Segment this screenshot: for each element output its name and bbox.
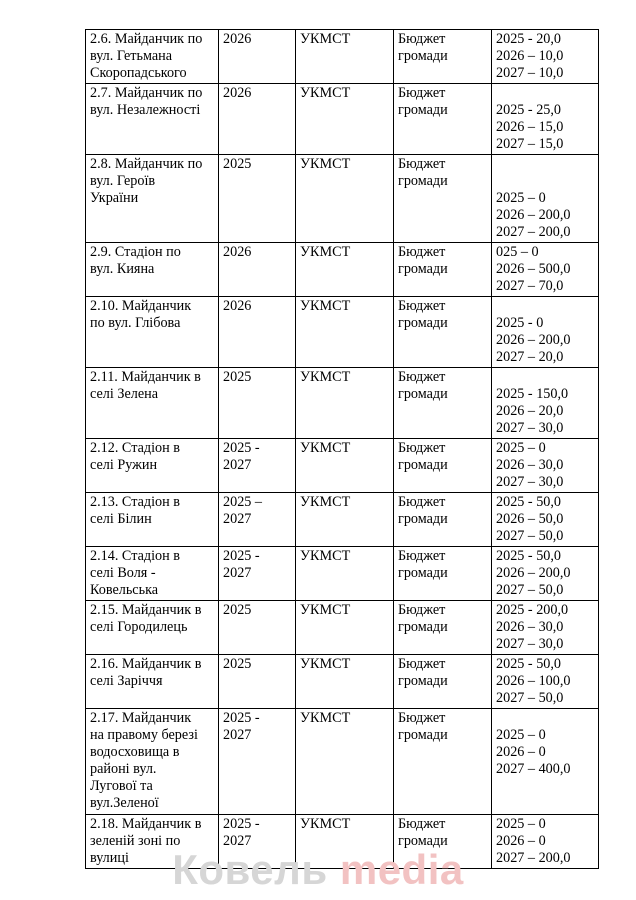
watermark-logo — [0, 846, 636, 894]
cell-funding-source: Бюджет громади — [394, 84, 492, 155]
cell-executor: УКМСТ — [296, 547, 394, 601]
cell-funding-source: Бюджет громади — [394, 709, 492, 815]
table-row — [86, 297, 599, 368]
cell-measure-name: 2.6. Майданчик по вул. Гетьмана Скоропадського — [86, 30, 219, 84]
cell-measure-name: 2.10. Майданчик по вул. Глібова — [86, 297, 219, 368]
cell-executor: УКМСТ — [296, 815, 394, 869]
cell-measure-name: 2.16. Майданчик в селі Заріччя — [86, 655, 219, 709]
cell-year: 2025 — [219, 155, 296, 243]
cell-amounts: 2025 - 200,0 2026 – 30,0 2027 – 30,0 — [492, 601, 599, 655]
cell-funding-source: Бюджет громади — [394, 243, 492, 297]
cell-amounts: 2025 - 50,0 2026 – 100,0 2027 – 50,0 — [492, 655, 599, 709]
cell-measure-name: 2.8. Майданчик по вул. Героїв України — [86, 155, 219, 243]
table-row — [86, 84, 599, 155]
cell-amounts: 2025 – 0 2026 – 0 2027 – 400,0 — [492, 709, 599, 815]
table-row — [86, 368, 599, 439]
cell-executor: УКМСТ — [296, 493, 394, 547]
cell-amounts: 2025 - 25,0 2026 – 15,0 2027 – 15,0 — [492, 84, 599, 155]
cell-year: 2025 — [219, 601, 296, 655]
watermark-word-media: media — [339, 846, 464, 893]
cell-amounts: 2025 – 0 2026 – 0 2027 – 200,0 — [492, 815, 599, 869]
cell-measure-name: 2.17. Майданчик на правому березі водосховища в районі вул. Лугової та вул.Зеленої — [86, 709, 219, 815]
cell-year: 2026 — [219, 243, 296, 297]
cell-funding-source: Бюджет громади — [394, 493, 492, 547]
cell-year: 2025 - 2027 — [219, 439, 296, 493]
cell-year: 2026 — [219, 297, 296, 368]
cell-funding-source: Бюджет громади — [394, 547, 492, 601]
cell-amounts: 2025 - 150,0 2026 – 20,0 2027 – 30,0 — [492, 368, 599, 439]
cell-measure-name: 2.13. Стадіон в селі Білин — [86, 493, 219, 547]
cell-executor: УКМСТ — [296, 84, 394, 155]
cell-amounts: 2025 - 50,0 2026 – 50,0 2027 – 50,0 — [492, 493, 599, 547]
table-row — [86, 30, 599, 84]
cell-year: 2025 — [219, 368, 296, 439]
cell-measure-name: 2.15. Майданчик в селі Городилець — [86, 601, 219, 655]
table-row — [86, 439, 599, 493]
cell-executor: УКМСТ — [296, 655, 394, 709]
table-body — [86, 30, 599, 869]
cell-year: 2025 - 2027 — [219, 709, 296, 815]
cell-measure-name: 2.11. Майданчик в селі Зелена — [86, 368, 219, 439]
program-table — [85, 29, 599, 869]
table-row — [86, 155, 599, 243]
cell-funding-source: Бюджет громади — [394, 439, 492, 493]
cell-executor: УКМСТ — [296, 30, 394, 84]
cell-funding-source: Бюджет громади — [394, 601, 492, 655]
table-row — [86, 547, 599, 601]
cell-amounts: 2025 – 0 2026 – 30,0 2027 – 30,0 — [492, 439, 599, 493]
cell-executor: УКМСТ — [296, 243, 394, 297]
cell-funding-source: Бюджет громади — [394, 655, 492, 709]
cell-year: 2025 - 2027 — [219, 547, 296, 601]
table-row — [86, 709, 599, 815]
cell-executor: УКМСТ — [296, 601, 394, 655]
cell-amounts: 2025 - 50,0 2026 – 200,0 2027 – 50,0 — [492, 547, 599, 601]
table-row — [86, 243, 599, 297]
cell-amounts: 025 – 0 2026 – 500,0 2027 – 70,0 — [492, 243, 599, 297]
cell-executor: УКМСТ — [296, 368, 394, 439]
cell-measure-name: 2.18. Майданчик в зеленій зоні по вулиці — [86, 815, 219, 869]
cell-year: 2025 – 2027 — [219, 493, 296, 547]
cell-funding-source: Бюджет громади — [394, 368, 492, 439]
cell-year: 2025 — [219, 655, 296, 709]
cell-year: 2025 - 2027 — [219, 815, 296, 869]
cell-funding-source: Бюджет громади — [394, 30, 492, 84]
watermark-word-kovel: Ковель — [172, 846, 328, 893]
table-row — [86, 655, 599, 709]
cell-executor: УКМСТ — [296, 155, 394, 243]
cell-executor: УКМСТ — [296, 439, 394, 493]
cell-amounts: 2025 - 0 2026 – 200,0 2027 – 20,0 — [492, 297, 599, 368]
table-row — [86, 601, 599, 655]
cell-executor: УКМСТ — [296, 709, 394, 815]
cell-measure-name: 2.14. Стадіон в селі Воля - Ковельська — [86, 547, 219, 601]
cell-measure-name: 2.12. Стадіон в селі Ружин — [86, 439, 219, 493]
cell-funding-source: Бюджет громади — [394, 155, 492, 243]
cell-funding-source: Бюджет громади — [394, 815, 492, 869]
cell-funding-source: Бюджет громади — [394, 297, 492, 368]
cell-amounts: 2025 – 0 2026 – 200,0 2027 – 200,0 — [492, 155, 599, 243]
cell-year: 2026 — [219, 84, 296, 155]
cell-executor: УКМСТ — [296, 297, 394, 368]
table-row — [86, 493, 599, 547]
cell-amounts: 2025 - 20,0 2026 – 10,0 2027 – 10,0 — [492, 30, 599, 84]
cell-year: 2026 — [219, 30, 296, 84]
cell-measure-name: 2.7. Майданчик по вул. Незалежності — [86, 84, 219, 155]
cell-measure-name: 2.9. Стадіон по вул. Кияна — [86, 243, 219, 297]
